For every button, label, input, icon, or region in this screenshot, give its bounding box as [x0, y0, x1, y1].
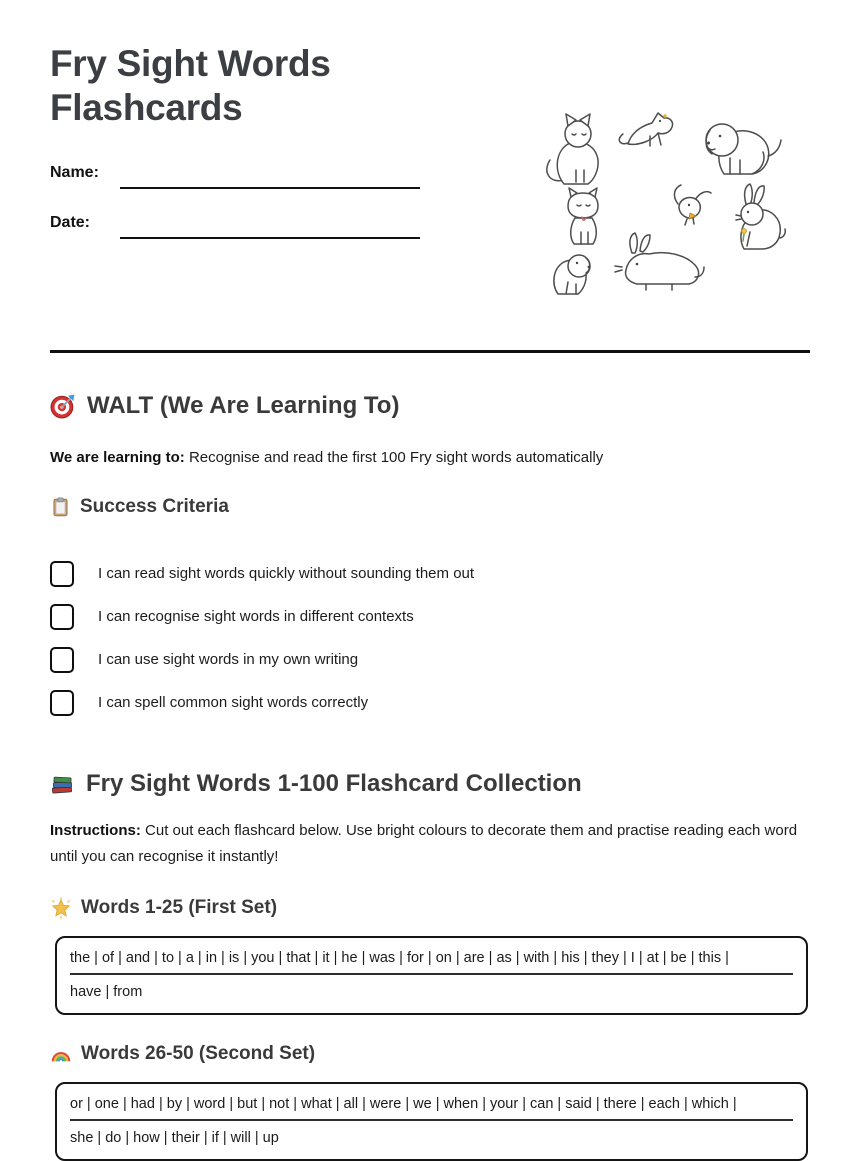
date-label: Date:	[50, 214, 91, 232]
hand-drawn-pets-illustration	[538, 100, 816, 307]
criteria-item	[50, 689, 810, 716]
date-input-line[interactable]	[120, 209, 420, 239]
clipboard-icon	[50, 496, 71, 518]
name-label: Name:	[50, 164, 99, 182]
criteria-label-1: I can read sight words quickly without sounding them out	[98, 564, 475, 582]
success-criteria-heading	[50, 494, 810, 520]
wordset-1-heading-text: Words 1-25 (First Set)	[81, 897, 278, 919]
instructions-label: Instructions:	[50, 822, 141, 840]
wordset-2-box	[55, 1082, 808, 1161]
page-title: Fry Sight Words Flashcards	[50, 43, 331, 128]
walt-lead-label: We are learning to:	[50, 449, 185, 467]
divider-rule	[50, 350, 810, 353]
wordset-2-line2: she | do | how | their | if | will | up	[70, 1130, 279, 1147]
bird-sketch	[674, 185, 711, 225]
small-puppy-sketch	[554, 255, 590, 294]
stretching-cat-sketch	[619, 113, 672, 146]
wordset-1-heading	[50, 895, 810, 921]
criteria-label-4: I can spell common sight words correctly	[98, 693, 369, 711]
walt-lead-text: Recognise and read the first 100 Fry sight words automatically	[188, 449, 604, 467]
walt-lead	[50, 447, 810, 469]
puppy-sketch	[706, 124, 781, 174]
collection-heading-text: Fry Sight Words 1-100 Flashcard Collection	[86, 770, 582, 798]
sitting-cat-sketch	[547, 114, 598, 184]
walt-heading-text: WALT (We Are Learning To)	[87, 392, 400, 420]
walt-heading	[50, 390, 810, 422]
criteria-checkbox-1[interactable]	[50, 561, 74, 587]
success-criteria-heading-text: Success Criteria	[80, 496, 229, 518]
criteria-checkbox-4[interactable]	[50, 690, 74, 716]
criteria-label-2: I can recognise sight words in different contexts	[98, 607, 414, 625]
name-input-line[interactable]	[120, 159, 420, 189]
collection-heading	[50, 768, 810, 800]
success-criteria-list	[50, 560, 810, 716]
books-icon	[50, 772, 75, 796]
sitting-rabbit-sketch	[736, 184, 785, 249]
crouching-rabbit-sketch	[615, 233, 704, 290]
wordset-1-box	[55, 936, 808, 1015]
criteria-checkbox-3[interactable]	[50, 647, 74, 673]
criteria-item	[50, 603, 810, 630]
instructions-text: Cut out each flashcard below. Use bright colours to decorate them and practise reading each word until you can recognise it instantly!	[50, 822, 798, 866]
criteria-item	[50, 646, 810, 673]
criteria-label-3: I can use sight words in my own writing	[98, 650, 359, 668]
wordset-1-line2: have | from	[70, 984, 143, 1001]
wordset-2-heading	[50, 1041, 810, 1067]
wordset-1-line1: the | of | and | to | a | in | is | you | that | it | he | was | for | on | are | as | with | his | they | I | at | be | this |	[70, 947, 793, 975]
rainbow-icon	[50, 1043, 72, 1065]
collection-instructions	[50, 818, 810, 870]
dart-target-icon	[50, 393, 76, 419]
glowing-star-icon	[50, 897, 72, 919]
criteria-item	[50, 560, 810, 587]
criteria-checkbox-2[interactable]	[50, 604, 74, 630]
wordset-2-line1: or | one | had | by | word | but | not | what | all | were | we | when | your | can | said | there | each | which |	[70, 1093, 793, 1121]
wordset-2-heading-text: Words 26-50 (Second Set)	[81, 1043, 316, 1065]
kitten-sticking-tongue-sketch	[568, 188, 598, 244]
